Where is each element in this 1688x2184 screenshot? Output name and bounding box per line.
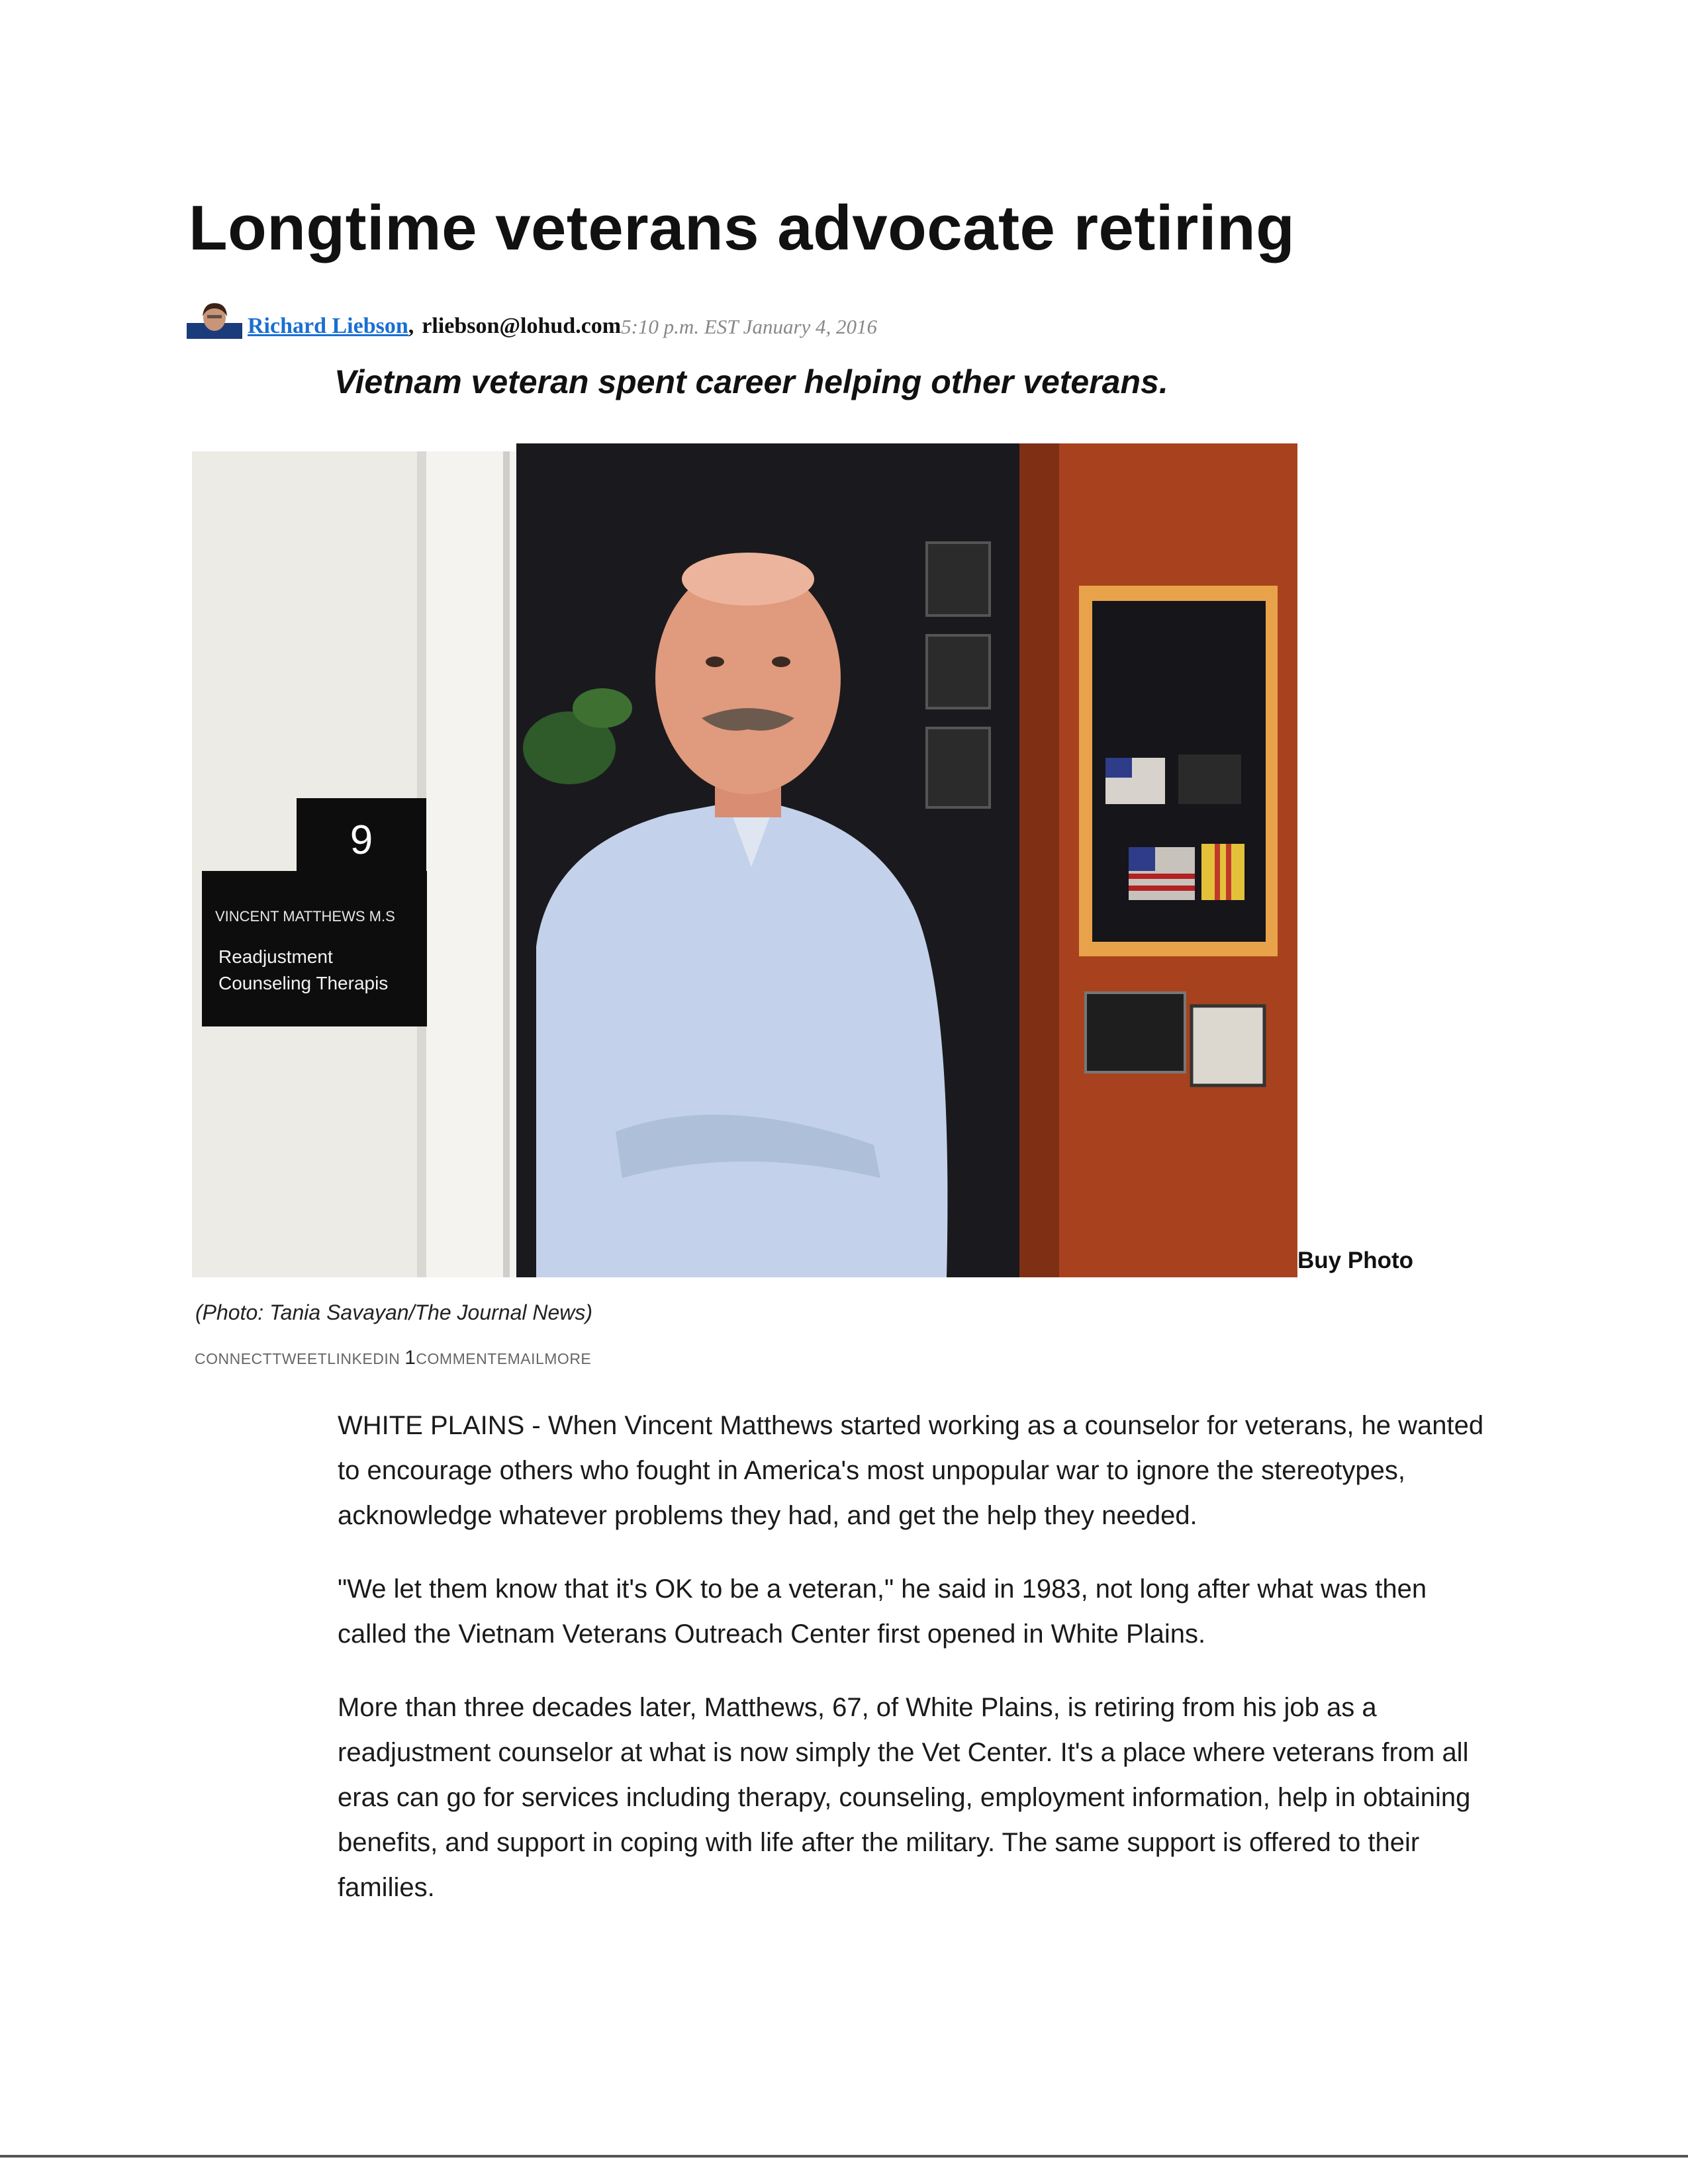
author-separator: , xyxy=(408,314,414,338)
article-body xyxy=(338,1403,1503,1938)
wall-frame xyxy=(927,635,990,708)
share-linkedin[interactable]: LINKEDIN xyxy=(327,1350,400,1367)
article-paragraph: More than three decades later, Matthews, 67, of White Plains, is retiring from his job as a readjustment counselor at what is now simply the Vet Center. It's a place where veterans from all eras can go for services including therapy, counseling, employment information, help in obtaining benefits, and support in coping with life after the military. The same support is offered to their families. xyxy=(338,1693,1471,1902)
publish-timestamp: 5:10 p.m. EST January 4, 2016 xyxy=(621,315,878,338)
wall-frame xyxy=(927,543,990,615)
subheadline: Vietnam veteran spent career helping other veterans. xyxy=(334,363,1168,400)
plaque xyxy=(1086,993,1185,1072)
page-bottom-rule xyxy=(0,2155,1688,2158)
photo-caption: (Photo: Tania Savayan/The Journal News) xyxy=(195,1300,593,1324)
person-shirt xyxy=(536,804,947,1277)
buy-photo-link[interactable]: Buy Photo xyxy=(1297,1248,1413,1273)
byline xyxy=(187,299,877,339)
article-paragraph: WHITE PLAINS - When Vincent Matthews started working as a counselor for veterans, he wanted to encourage others who fought in America's most unpopular war to ignore the stereotypes, acknowledge whatever problems they had, and get the help they needed. xyxy=(338,1411,1484,1530)
nameplate-title-line2: Counseling Therapis xyxy=(218,973,389,993)
flag xyxy=(1178,754,1241,804)
author-avatar[interactable] xyxy=(187,300,242,339)
flag xyxy=(1201,844,1244,900)
comment-count[interactable]: 1 xyxy=(404,1347,416,1369)
share-comment[interactable]: COMMENT xyxy=(416,1350,497,1367)
author-email[interactable]: rliebson@lohud.com xyxy=(422,314,622,338)
article-paragraph: "We let them know that it's OK to be a veteran," he said in 1983, not long after what was then called the Vietnam Veterans Outreach Center first opened in White Plains. xyxy=(338,1574,1427,1649)
headline: Longtime veterans advocate retiring xyxy=(189,193,1295,263)
nameplate-title-line1: Readjustment xyxy=(218,946,333,967)
share-bar xyxy=(195,1347,591,1369)
share-tweet[interactable]: TWEET xyxy=(272,1350,328,1367)
nameplate-name: VINCENT MATTHEWS M.S xyxy=(215,908,395,925)
article-photo[interactable] xyxy=(192,443,1297,1277)
share-connect[interactable]: CONNECT xyxy=(195,1350,273,1367)
door-number: 9 xyxy=(350,817,373,863)
door-frame xyxy=(417,451,516,1277)
wall-frame xyxy=(927,728,990,807)
share-email[interactable]: EMAIL xyxy=(496,1350,545,1367)
share-more[interactable]: MORE xyxy=(544,1350,592,1367)
author-link[interactable]: Richard Liebson xyxy=(248,314,408,338)
